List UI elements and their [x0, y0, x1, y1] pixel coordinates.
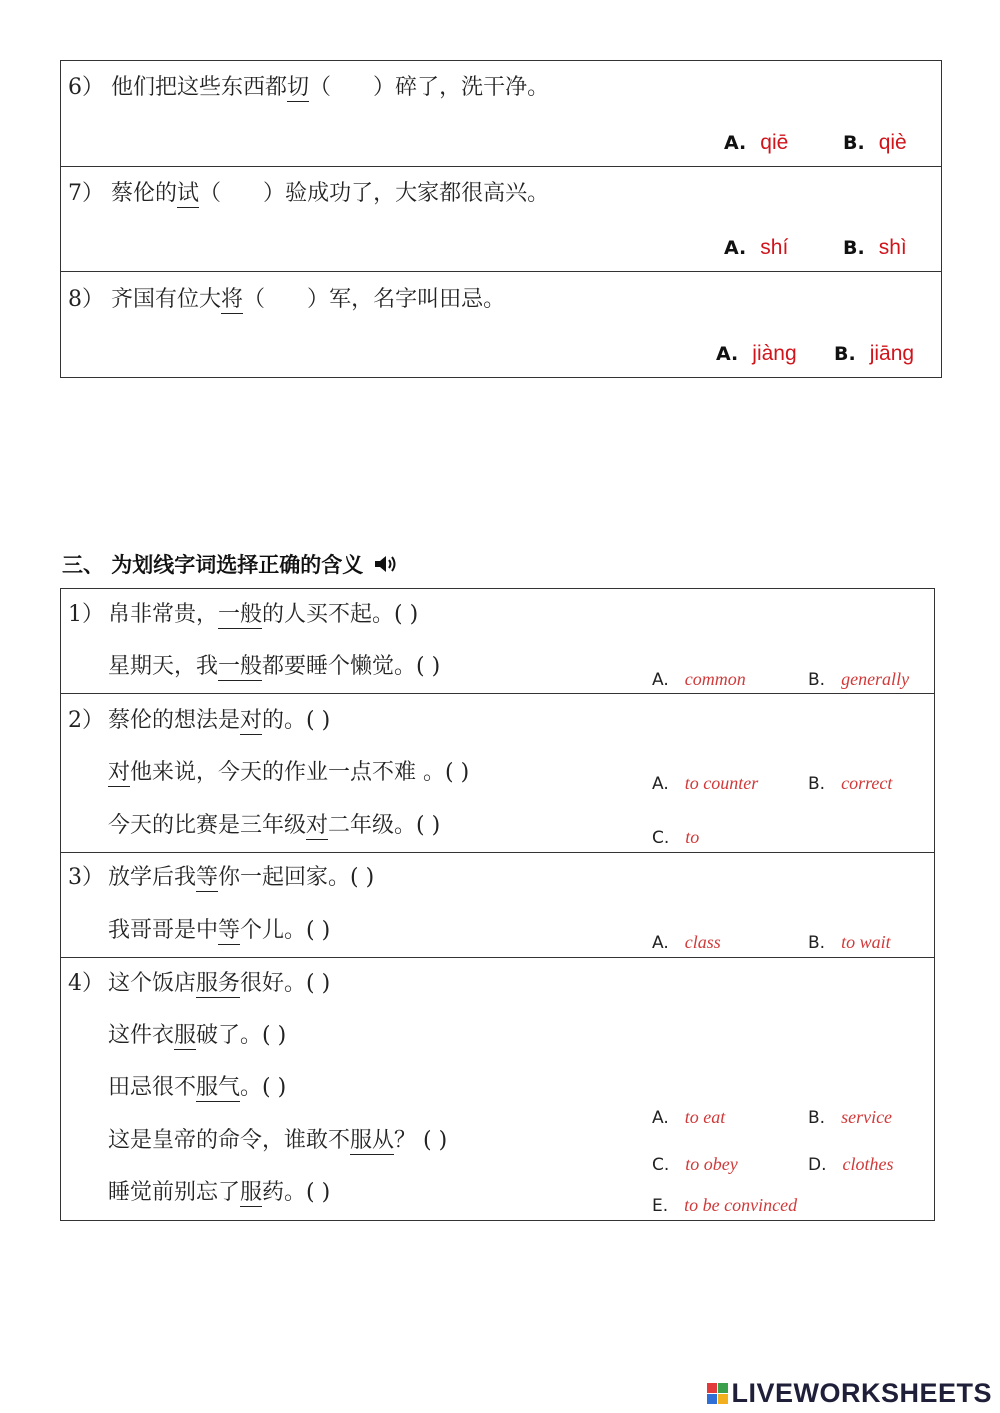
- sentence: [108, 656, 440, 678]
- target-word: 对: [240, 708, 263, 733]
- option-e[interactable]: [652, 1196, 797, 1215]
- sentence-text: 军，名字叫田忌。: [329, 287, 506, 312]
- option-letter: A.: [724, 237, 747, 259]
- option-a[interactable]: [724, 237, 788, 258]
- option-a[interactable]: [724, 132, 788, 153]
- option-letter: B.: [808, 774, 826, 794]
- lws-logo-icon: [707, 1383, 729, 1405]
- option-c[interactable]: [652, 828, 699, 847]
- option-value: jiàng: [752, 342, 797, 365]
- target-word: 切: [287, 75, 310, 100]
- sentence-text: 这件衣: [108, 1023, 175, 1048]
- option-letter: A.: [724, 132, 747, 154]
- option-d[interactable]: [808, 1155, 894, 1174]
- sentence-text: 星期天，我: [108, 654, 219, 679]
- option-value: to counter: [684, 773, 759, 793]
- sentence-text: 我哥哥是中: [108, 918, 219, 943]
- option-letter: A.: [716, 343, 739, 365]
- sentence: [108, 1182, 330, 1204]
- question-6: [68, 77, 549, 99]
- brand-name: LIVEWORKSHEETS: [731, 1378, 992, 1408]
- sentence-text: 他们把这些东西都: [111, 75, 288, 100]
- option-value: to obey: [685, 1154, 738, 1174]
- sentence: [108, 973, 330, 995]
- option-letter: A.: [652, 933, 669, 953]
- group-number: 1）: [68, 602, 104, 627]
- group-number: 4）: [68, 971, 104, 996]
- option-value: to: [685, 827, 700, 847]
- option-b[interactable]: [808, 774, 892, 793]
- sentence-text: 睡觉前别忘了: [108, 1180, 241, 1205]
- sentence: [108, 710, 330, 732]
- sentence-text: 帛非常贵，: [108, 602, 219, 627]
- sentence-text: 蔡伦的: [111, 181, 178, 206]
- sentence: [108, 1077, 286, 1099]
- close-paren: ）: [373, 75, 396, 100]
- option-value: qiē: [760, 131, 789, 154]
- option-b[interactable]: [834, 343, 914, 364]
- question-number: 8）: [68, 287, 104, 312]
- sentence-text: 碎了，洗干净。: [395, 75, 550, 100]
- group-number: 2）: [68, 708, 104, 733]
- target-word: 一般: [218, 654, 263, 679]
- option-value: shì: [878, 236, 907, 259]
- target-word: 试: [177, 181, 200, 206]
- option-letter: B.: [808, 670, 826, 690]
- sentence: [108, 1130, 447, 1152]
- option-letter: A.: [652, 1108, 669, 1128]
- sentence-text: 这个饭店: [108, 971, 197, 996]
- option-value: service: [841, 1107, 893, 1127]
- sentence-text: 破了。( ): [196, 1023, 287, 1048]
- row-divider: [60, 166, 942, 167]
- question-number: 7）: [68, 181, 104, 206]
- sentence-text: 很好。( ): [240, 971, 331, 996]
- target-word: 服务: [196, 971, 241, 996]
- option-letter: D.: [808, 1155, 827, 1175]
- option-letter: B.: [808, 1108, 826, 1128]
- option-letter: C.: [652, 1155, 670, 1175]
- sentence: [108, 815, 440, 837]
- sentence: [108, 920, 330, 942]
- target-word: 等: [218, 918, 241, 943]
- sentence-text: 放学后我: [108, 865, 197, 890]
- sentence-text: 你一起回家。( ): [218, 865, 375, 890]
- sentence-text: 都要睡个懒觉。( ): [262, 654, 441, 679]
- option-value: to eat: [684, 1107, 726, 1127]
- option-value: correct: [841, 773, 893, 793]
- target-word: 服: [240, 1180, 263, 1205]
- option-b[interactable]: [808, 670, 909, 689]
- option-value: to be convinced: [684, 1195, 798, 1215]
- option-letter: A.: [652, 774, 669, 794]
- option-letter: B.: [834, 343, 856, 365]
- sentence-text: 的人买不起。( ): [262, 602, 419, 627]
- sentence-text: 二年级。( ): [328, 813, 441, 838]
- option-a[interactable]: [716, 343, 797, 364]
- sentence-text: 田忌很不: [108, 1075, 197, 1100]
- option-a[interactable]: [652, 1108, 725, 1127]
- option-value: common: [684, 669, 746, 689]
- option-value: qiè: [878, 131, 907, 154]
- sentence-text: 个儿。( ): [240, 918, 331, 943]
- target-word: 服从: [350, 1128, 395, 1153]
- option-letter: A.: [652, 670, 669, 690]
- option-value: to wait: [841, 932, 891, 952]
- option-letter: E.: [652, 1196, 669, 1216]
- sentence-text: 蔡伦的想法是: [108, 708, 241, 733]
- target-word: 等: [196, 865, 219, 890]
- target-word: 服气: [196, 1075, 241, 1100]
- row-divider: [60, 957, 935, 958]
- option-value: generally: [841, 669, 910, 689]
- sentence: [108, 762, 469, 784]
- sentence-text: 齐国有位大: [111, 287, 222, 312]
- sentence-text: 药。( ): [262, 1180, 331, 1205]
- sentence-text: 的。( ): [262, 708, 331, 733]
- sentence-text: 。( ): [240, 1075, 287, 1100]
- question-8: [68, 289, 505, 311]
- option-b[interactable]: [843, 237, 907, 258]
- section-heading: [62, 549, 399, 580]
- option-letter: C.: [652, 828, 670, 848]
- sentence: [108, 867, 374, 889]
- option-letter: B.: [843, 132, 865, 154]
- sentence-text: 他来说，今天的作业一点不难 。( ): [130, 760, 470, 785]
- sentence-text: ？ ( ): [394, 1128, 448, 1153]
- target-word: 对: [306, 813, 329, 838]
- option-b[interactable]: [808, 933, 891, 952]
- sentence: [108, 604, 418, 626]
- close-paren: ）: [263, 181, 286, 206]
- option-letter: B.: [843, 237, 865, 259]
- question-number: 6）: [68, 75, 104, 100]
- option-b[interactable]: [808, 1108, 892, 1127]
- sentence: [108, 1025, 286, 1047]
- speaker-icon[interactable]: [373, 553, 399, 580]
- option-a[interactable]: [652, 774, 758, 793]
- pinyin-table: [60, 60, 942, 378]
- option-value: jiāng: [869, 342, 915, 365]
- open-paren: （: [309, 75, 332, 100]
- option-value: clothes: [842, 1154, 894, 1174]
- option-value: class: [684, 932, 721, 952]
- option-a[interactable]: [652, 670, 746, 689]
- row-divider: [60, 693, 935, 694]
- target-word: 一般: [218, 602, 263, 627]
- option-value: shí: [760, 236, 789, 259]
- sentence-text: 今天的比赛是三年级: [108, 813, 307, 838]
- open-paren: （: [243, 287, 266, 312]
- row-divider: [60, 271, 942, 272]
- option-a[interactable]: [652, 933, 721, 952]
- close-paren: ）: [307, 287, 330, 312]
- option-c[interactable]: [652, 1155, 738, 1174]
- group-number: 3）: [68, 865, 104, 890]
- target-word: 将: [221, 287, 244, 312]
- option-letter: B.: [808, 933, 826, 953]
- liveworksheets-logo[interactable]: [707, 1378, 992, 1409]
- sentence-text: 这是皇帝的命令，谁敢不: [108, 1128, 351, 1153]
- question-7: [68, 183, 549, 205]
- heading-text: 三、 为划线字词选择正确的含义: [62, 553, 364, 577]
- option-b[interactable]: [843, 132, 907, 153]
- open-paren: （: [199, 181, 222, 206]
- target-word: 服: [174, 1023, 197, 1048]
- meaning-table: [60, 588, 935, 1221]
- sentence-text: 验成功了，大家都很高兴。: [285, 181, 550, 206]
- target-word: 对: [108, 760, 131, 785]
- row-divider: [60, 852, 935, 853]
